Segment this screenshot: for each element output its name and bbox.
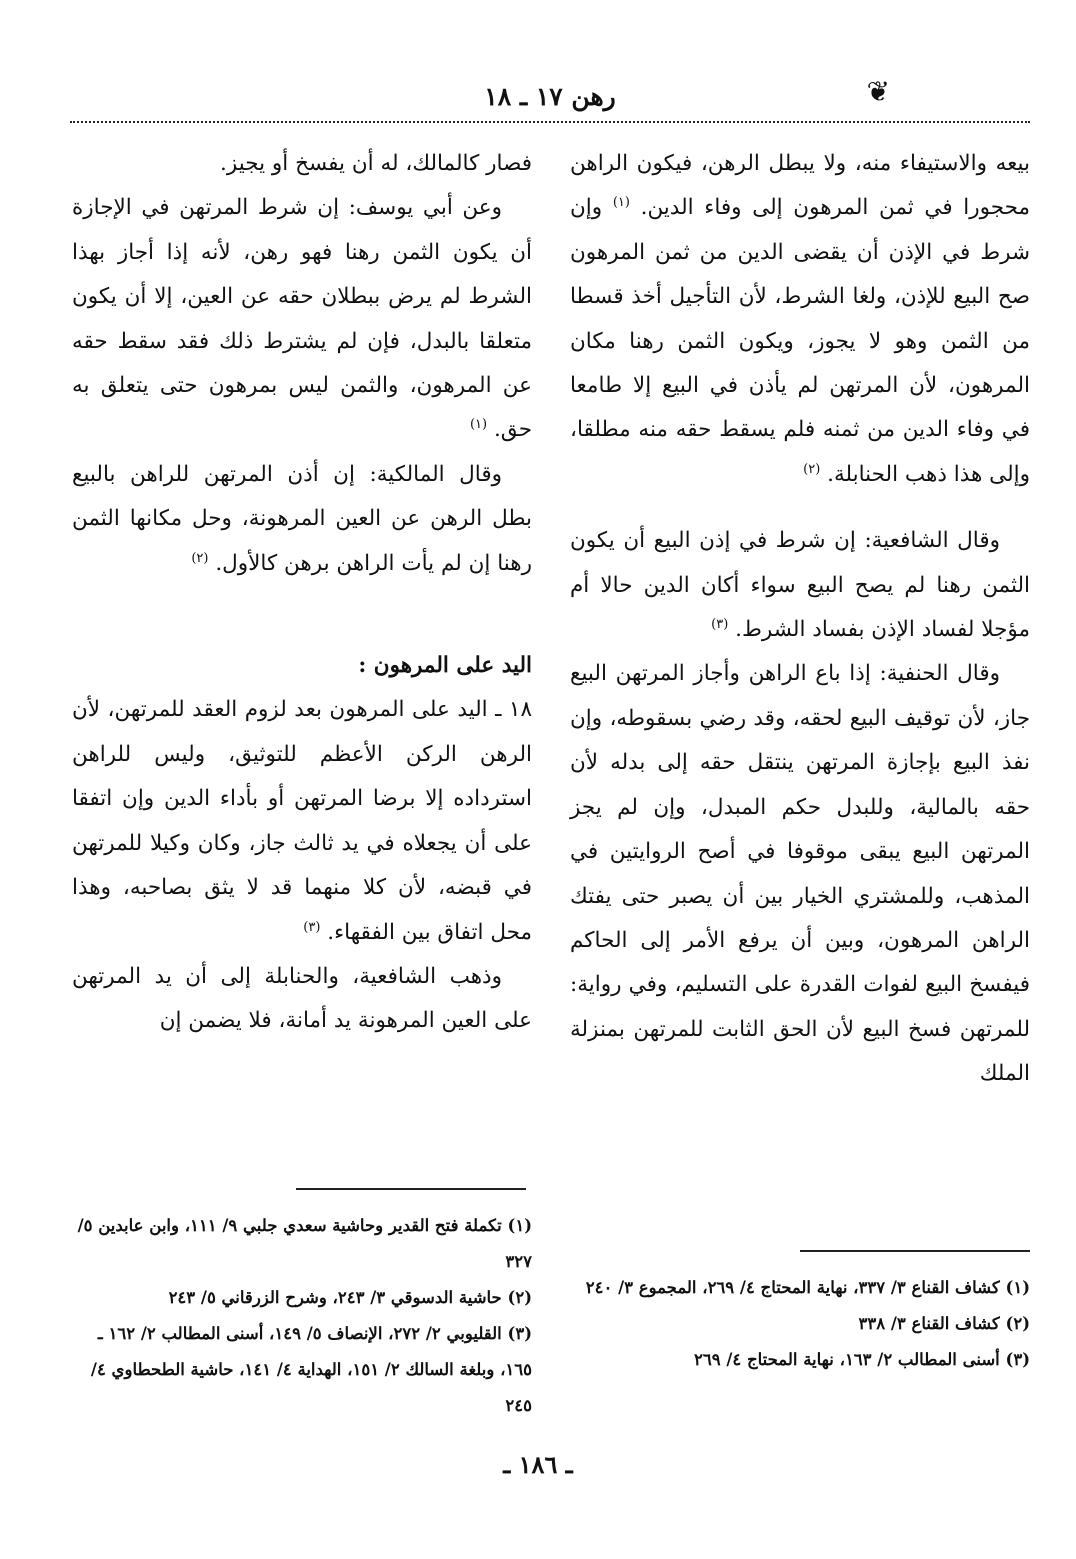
footnote: (١) تكملة فتح القدير وحاشية سعدي جلبي ٩/ ١١١، وابن عابدين ٥/ ٣٢٧ [77,1216,532,1271]
footnote: (٣) القليوبي ٢/ ٢٧٢، الإنصاف ٥/ ١٤٩، أسنى المطالب ٢/ ١٦٢ ـ ١٦٥، وبلغة السالك ٢/ ١٥١، الهداية ٤/ ١٤١، حاشية الطحطاوي ٤/ ٢٤٥ [90,1324,532,1415]
footnote-ref: (١) [612,195,630,211]
section-heading: اليد على المرهون : [358,653,532,679]
paragraph: وقال المالكية: إن أذن المرتهن للراهن بالبيع بطل الرهن عن العين المرهونة، وحل مكانها الثمن رهنا إن لم يأت الراهن برهن كالأول. $^{(٢)}$ [72,461,532,576]
footnote-ref: (١) [469,417,488,433]
left-column [72,142,532,1044]
footnote: (٣) أسنى المطالب ٢/ ١٦٣، نهاية المحتاج ٤/ ٢٦٩ [694,1350,1030,1369]
footnote-ref: (٢) [803,461,821,477]
footnote-ref: (٣) [303,919,321,935]
footnotes-left [72,1208,532,1424]
paragraph: وذهب الشافعية، والحنابلة إلى أن يد المرتهن على العين المرهونة يد أمانة، فلا يضمن إن [72,963,532,1034]
paragraph: وقال الحنفية: إذا باع الراهن وأجاز المرتهن البيع جاز، لأن توقيف البيع لحقه، وقد رضي بسقوطه، وإن نفذ البيع بإجازة المرتهن ينتقل حقه إلى بدله لأن حقه بالمالية، وللبدل حكم المبدل، وإن لم يجز المرتهن البيع يبقى موقوفا في أصح الروايتين في المذهب، وللمشتري الخيار بين أن يصبر حتى يفتك الراهن المرهون، وبين أن يرفع الأمر إلى الحاكم فيفسخ البيع لفوات القدرة على التسليم، وفي رواية: للمرتهن فسخ البيع لأن الحق الثابت للمرتهن بمنزلة الملك [570,661,1030,1087]
paragraph: بيعه والاستيفاء منه، ولا يبطل الرهن، فيكون الراهن محجورا في ثمن المرهون إلى وفاء الدين. $^{(١)}$ وإن شرط في الإذن أن يقضى الدين من ثمن المرهون صح البيع للإذن، ولغا الشرط، لأن التأجيل أخذ قسطا من الثمن وهو لا يجوز، ويكون الثمن رهنا مكان المرهون، لأن المرتهن لم يأذن في البيع إلا طامعا في وفاء الدين من ثمنه فلم يسقط حقه منه مطلقا، وإلى هذا ذهب الحنابلة. $^{(٢)}$ [570,151,1031,487]
footnote-ref: (٢) [191,550,209,566]
right-column [570,142,1030,1097]
footnote-ref: (٣) [711,616,729,632]
footnote: (٢) كشاف القناع ٣/ ٣٣٨ [858,1314,1030,1333]
header-title: رهن ١٧ ـ ١٨ [484,82,616,111]
header-dotted-rule [70,121,1030,123]
footnotes-right [570,1270,1030,1378]
paragraph: وقال الشافعية: إن شرط في إذن البيع أن يكون الثمن رهنا لم يصح البيع سواء أكان الدين حالا أم مؤجلا لفساد الإذن بفساد الشرط. $^{(٣)}$ [570,528,1030,643]
footnote-rule [800,1250,1030,1252]
running-header [60,75,1040,118]
footnote-rule [296,1188,526,1190]
page-number: ـ ١٨٦ ـ [503,1450,573,1479]
paragraph: وعن أبي يوسف: إن شرط المرتهن في الإجازة أن يكون الثمن رهنا فهو رهن، لأنه إذا أجاز بهذا الشرط لم يرض ببطلان حقه عن العين، إلا أن يكون متعلقا بالبدل، فإن لم يشترط ذلك فقد سقط حقه عن المرهون، والثمن ليس بمرهون حتى يتعلق به حق. $^{(١)}$ [72,195,532,443]
paragraph: ١٨ ـ اليد على المرهون بعد لزوم العقد للمرتهن، لأن الرهن الركن الأعظم للتوثيق، وليس للراهن استرداده إلا برضا المرتهن أو بأداء الدين وإن اتفقا على أن يجعلاه في يد ثالث جاز، وكان وكيلا للمرتهن في قبضه، لأن كلا منهما قد لا يثق بصاحبه، وهذا محل اتفاق بين الفقهاء. $^{(٣)}$ [72,697,532,945]
paragraph: فصار كالمالك، له أن يفسخ أو يجيز. [220,151,532,176]
footnote: (٢) حاشية الدسوقي ٣/ ٢٤٣، وشرح الزرقاني ٥/ ٢٤٣ [168,1288,532,1307]
footnote: (١) كشاف القناع ٣/ ٣٣٧، نهاية المحتاج ٤/ ٢٦٩، المجموع ٣/ ٢٤٠ [585,1278,1030,1297]
ornament-icon: ❦ [866,75,890,108]
